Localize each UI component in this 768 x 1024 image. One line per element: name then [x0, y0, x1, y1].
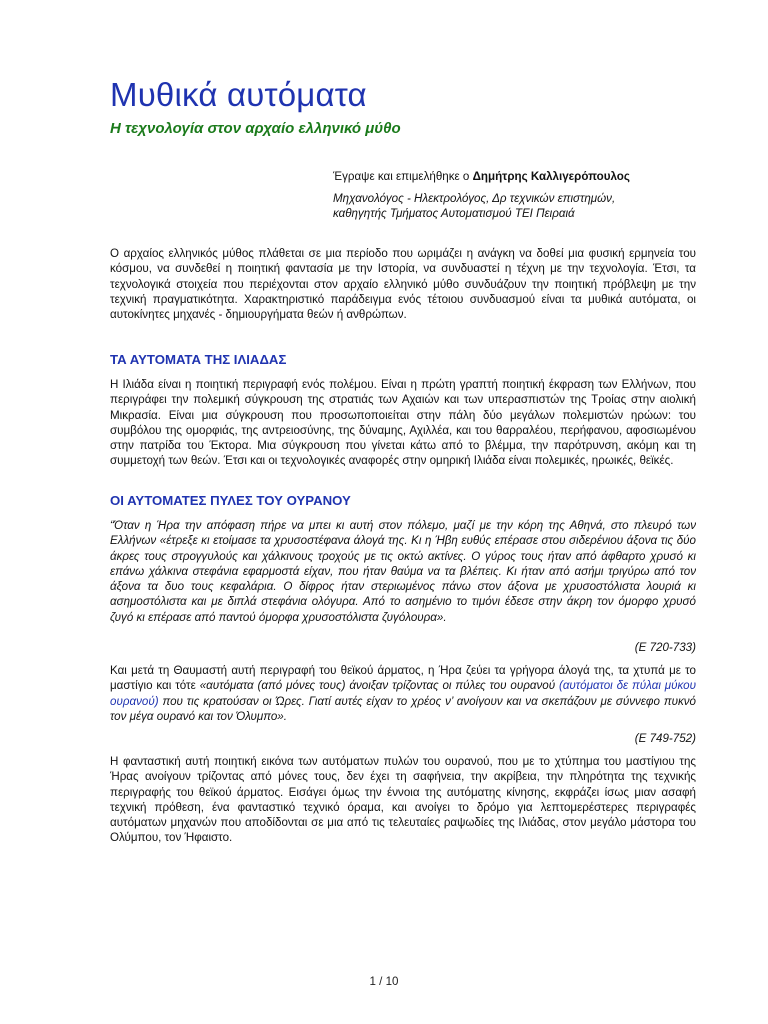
closing-text: Η φανταστική αυτή ποιητική εικόνα των αυτόματων πυλών του ουρανού, που με το χτύπημα του μαστίγιου της Ήρας ανοίγουν τρίζοντας από μόνες τους, δεν έχει τη σαφήνεια, την ακρίβεια, την πληρότητα της τεχνικής περιγραφής του θεϊκού άρματος. Εισάγει όμως την έννοια της αυτόματης κίνησης, εκφράζει ίσως μιαν ασαφή τεχνική πρόθεση, ένα φανταστικό τεχνικό όραμα, και ανοίγει το δρόμο για λεπτομερέστερες περιγραφές αυτόματων μηχανών που αποδίδονται σε μια από τις τελευταίες ραψωδίες της Ιλιάδας, στον μεγάλο μάστορα του Ολύμπου, τον Ήφαιστο. [110, 755, 696, 845]
intro-paragraph [110, 246, 696, 322]
hera-text-c: που τις κρατούσαν οι Ώρες. Γιατί αυτές είχαν το χρέος ν’ ανοίγουν και να σκεπάζουν με σύννεφο πυκνό τον μέγα ουρανό και τον Όλυμπο». [110, 694, 696, 723]
citation-e749: (Ε 749-752) [634, 732, 696, 745]
page-title: Μυθικά αυτόματα [110, 76, 367, 113]
page-subtitle: Η τεχνολογία στον αρχαίο ελληνικό μύθο [110, 120, 401, 137]
closing-paragraph [110, 754, 696, 846]
author-prefix: Έγραψε και επιμελήθηκε ο [333, 170, 473, 183]
page-number: 1 / 10 [369, 975, 399, 988]
hera-text [110, 663, 696, 724]
hera-text-a: Και μετά τη Θαυμαστή αυτή περιγραφή του θεϊκού άρματος, η Ήρα ζεύει τα γρήγορα άλογά της, τα χτυπά με το μαστίγιο και τότε [110, 664, 696, 693]
section-heading-automatic-gates: ΟΙ ΑΥΤΟΜΑΤΕΣ ΠΥΛΕΣ ΤΟΥ ΟΥΡΑΝΟΥ [110, 493, 351, 508]
section1-text: Η Ιλιάδα είναι η ποιητική περιγραφή ενός πολέμου. Είναι η πρώτη γραπτή ποιητική έκφραση των Ελλήνων, που περιγράφει την πολεμική σύγκρουση της στρατιάς των Αχαιών και των υπερασπιστών της Τροίας στην αιολική Μικρασία. Είναι μια σύγκρουση που προσωποποιείται στην πάλη δύο μεγάλων πολεμιστών ηρώων: του συμβόλου της ομορφιάς, της αντρειοσύνης, της δύναμης, Αχιλλέα, και του θαρραλέου, περήφανου, αφοσιωμένου στην πατρίδα του Έκτορα. Μια σύγκρουση που γίνεται κάτω από το βλέμμα, την παρότρυνση, ακόμη και τη συμμετοχή των θεών. Έτσι και οι τεχνολογικές αναφορές στην ομηρική Ιλιάδα είναι πολεμικές, ηρωικές, θεϊκές. [110, 378, 696, 468]
section-heading-iliad-automata: ΤΑ ΑΥΤΟΜΑΤΑ ΤΗΣ ΙΛΙΑΔΑΣ [110, 352, 287, 367]
author-name: Δημήτρης Καλλιγερόπουλος [472, 170, 630, 183]
author-affiliation [333, 191, 703, 221]
ancient-greek-quote-link[interactable]: (αυτόματοι δε πύλαι μύκου ουρανού) [110, 679, 696, 708]
hera-paragraph [110, 663, 696, 724]
author-line [333, 169, 703, 184]
quote-text: “Όταν η Ήρα την απόφαση πήρε να μπει κι αυτή στον πόλεμο, μαζί με την κόρη της Αθηνά, στο πλευρό των Ελλήνων «έτρεξε κι ετοίμασε τα χρυσοστέφανα άλογά της. Κι η Ήβη ευθύς επέρασε στου σιδερένιου άξονα τις δύο άκρες τους στρογγυλούς και χάλκινους τροχούς με τις οκτώ ακτίνες. Ο γύρος τους ήταν από άφθαρτο χρυσό κι επάνω χάλκινα στεφάνια εφαρμοστά είχαν, που ήταν θαύμα να τα βλέπεις. Κι ήταν από ασήμι τριγύρω από τον άξονα τα δυο τους κεφαλάρια. Ο δίφρος ήταν στεριωμένος πάνω στον άξονα με χρυσοστόλιστα λουριά κι ασημοστόλιστα και με διπλά στεφάνια ολόγυρα. Από το ασημένιο το τιμόνι έδεσε στην άκρη τον όμορφο χρυσό ζυγό κι επέρασε από παντού όμορφα χρυσοστόλιστα ζυγόλουρα». [110, 519, 696, 624]
intro-text: Ο αρχαίος ελληνικός μύθος πλάθεται σε μια περίοδο που ωριμάζει η ανάγκη να δοθεί μια φυσική ερμηνεία του κόσμου, να συνδεθεί η ποιητική φαντασία με την Ιστορία, να συνδυαστεί η τέχνη με την τεχνολογία. Έτσι, τα τεχνολογικά στοιχεία που περιέχονται στον αρχαίο ελληνικό μύθο συνδυάζουν την ποιητική πρόβλεψη με την τεχνική πραγματικότητα. Χαρακτηριστικό παράδειγμα ενός τέτοιου συνδυασμού είναι τα μυθικά αυτόματα, οι αυτοκίνητες μηχανές - δημιουργήματα θεών ή ανθρώπων. [110, 247, 696, 322]
section1-paragraph [110, 377, 696, 469]
affiliation-line-2: καθηγητής Τμήματος Αυτοματισμού ΤΕΙ Πειραιά [333, 207, 575, 220]
citation-e720: (Ε 720-733) [634, 641, 696, 654]
hera-text-b: «αυτόματα (από μόνες τους) άνοιξαν τρίζοντας οι πύλες του ουρανού [199, 679, 559, 693]
quote-paragraph [110, 518, 696, 625]
affiliation-line-1: Μηχανολόγος - Ηλεκτρολόγος, Δρ τεχνικών επιστημών, [333, 192, 616, 205]
